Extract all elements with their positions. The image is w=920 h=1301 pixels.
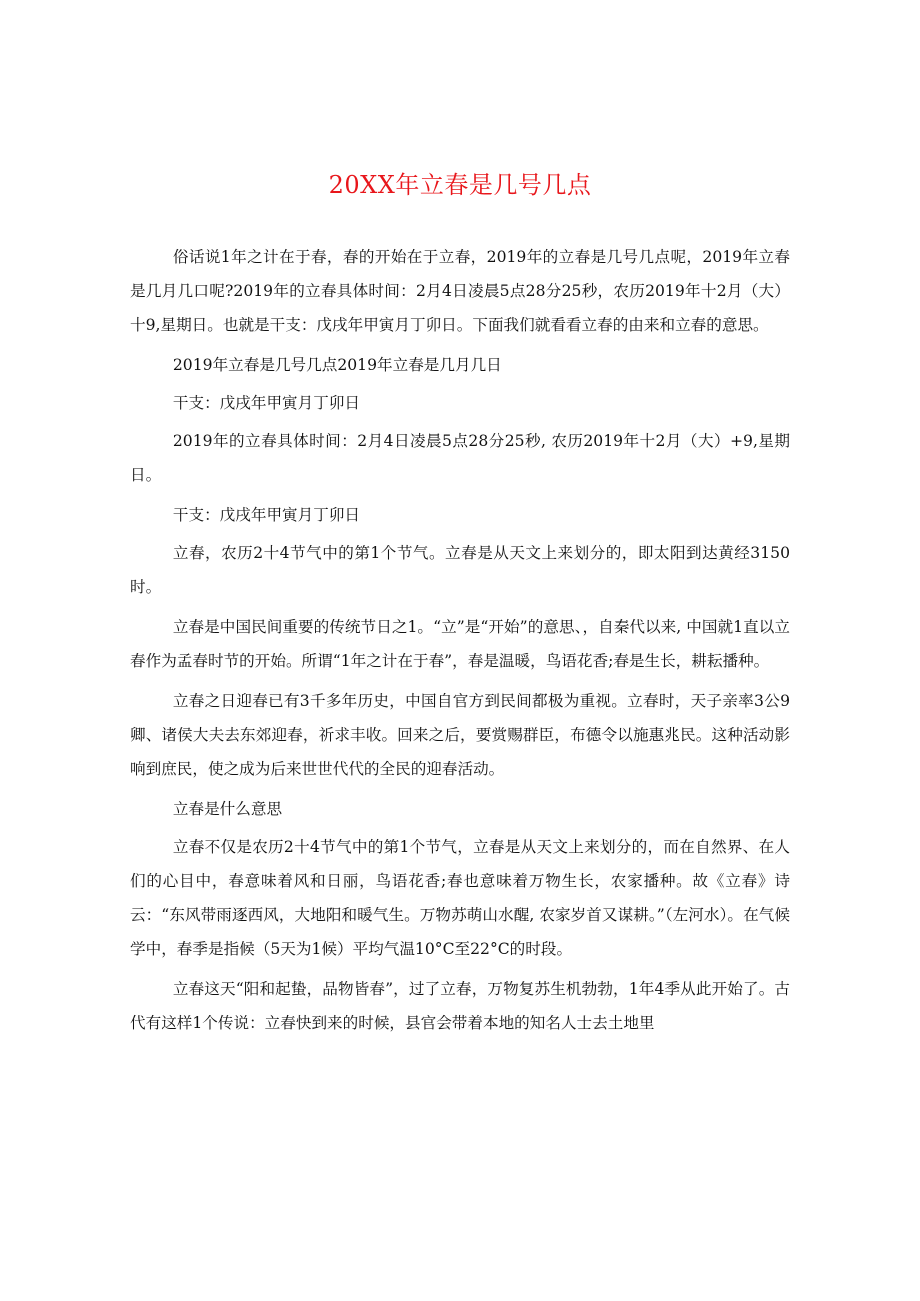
paragraph-traditional-festival: 立春是中国民间重要的传统节日之1。“立”是“开始”的意思、，自秦代以来, 中国就1直以立春作为孟春时节的开始。所谓“1年之计在于春”，春是温暖，鸟语花香;春是生长，耕耘播种。: [130, 618, 790, 670]
paragraph-meaning: 立春不仅是农历2十4节气中的第1个节气，立春是从天文上来划分的，而在自然界、在人们的心目中，春意味着风和日丽，鸟语花香;春也意味着万物生长，农家播种。故《立春》诗云：“东风带雨逐西风，大地阳和暖气生。万物苏萌山水醒, 农家岁首又谋耕。”（左河水）。在气候学中，春季是指候（5天为1候）平均气温10°C至22°C的时段。: [130, 838, 790, 958]
paragraph-solar-term: 立春，农历2十4节气中的第1个节气。立春是从天文上来划分的，即太阳到达黄经3150时。: [130, 544, 790, 596]
paragraph-legend: 立春这天“阳和起蛰，品物皆春”，过了立春，万物复苏生机勃勃，1年4季从此开始了。古代有这样1个传说：立春快到来的时候，县官会带着本地的知名人士去土地里: [130, 980, 790, 1032]
paragraph-history: 立春之日迎春已有3千多年历史，中国自官方到民间都极为重视。立春时，天子亲率3公9卿、诸侯大夫去东郊迎春，祈求丰收。回来之后，要赏赐群臣，布德令以施惠兆民。这种活动影响到庶民，使之成为后来世世代代的全民的迎春活动。: [130, 692, 790, 778]
paragraph-intro: 俗话说1年之计在于春，春的开始在于立春，2019年的立春是几号几点呢，2019年立春是几月几口呢?2019年的立春具体时间：2月4日凌晨5点28分25秒，农历2019年十2月（大）十9,星期日。也就是干支：戊戌年甲寅月丁卯日。下面我们就看看立春的由来和立春的意思。: [130, 248, 790, 334]
paragraph-meaning-heading: 立春是什么意思: [172, 800, 283, 818]
paragraph-ganzhi: 干支：戊戌年甲寅月丁卯日: [172, 394, 361, 412]
document-body: [130, 240, 790, 1046]
paragraph-specific-time: 2019年的立春具体时间：2月4日凌晨5点28分25秒, 农历2019年十2月（大）+9,星期日。: [130, 432, 790, 484]
document-title: 20XX年立春是几号几点: [328, 171, 592, 199]
paragraph-ganzhi-repeat: 干支：戊戌年甲寅月丁卯日: [172, 506, 361, 524]
paragraph-subheading-date: 2019年立春是几号几点2019年立春是几月几日: [172, 356, 502, 374]
